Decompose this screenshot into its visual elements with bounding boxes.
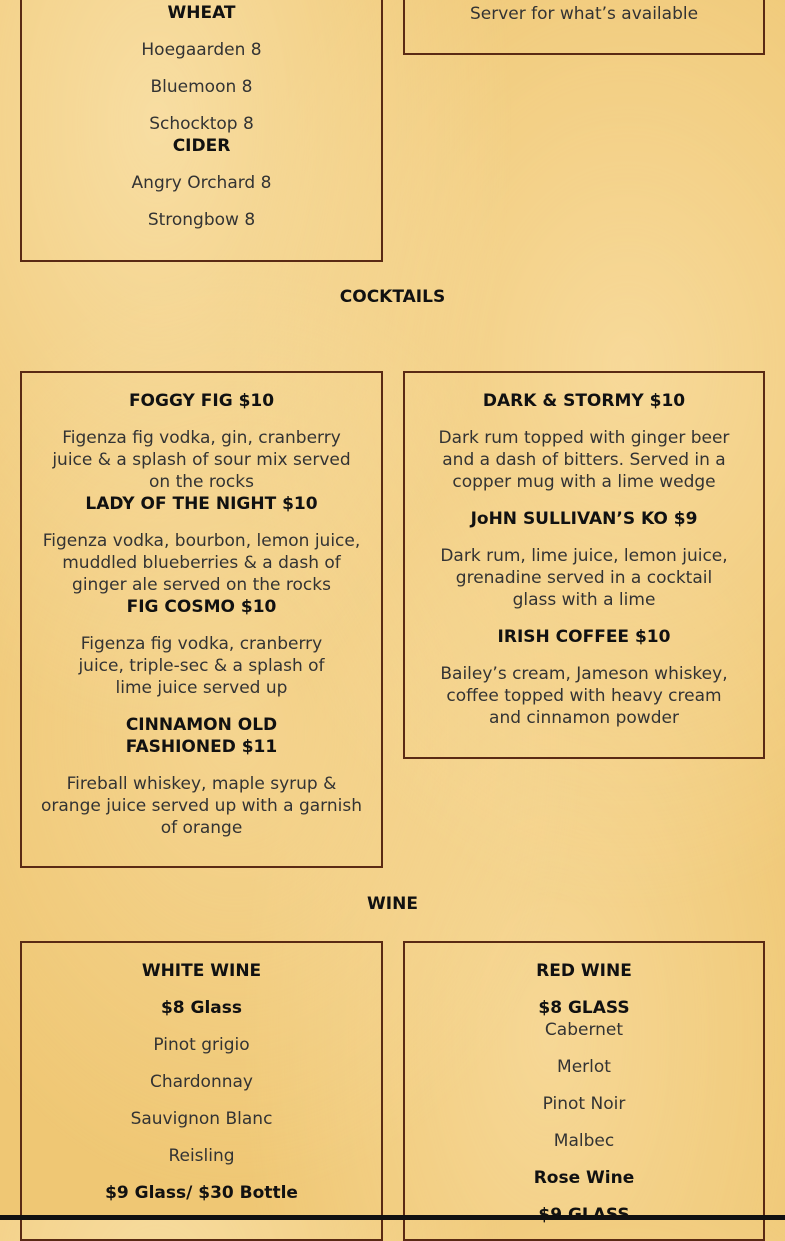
cocktail-name: LADY OF THE NIGHT $10 (85, 494, 318, 514)
beer-box (20, 0, 383, 262)
wine-heading: WINE (367, 894, 418, 914)
cocktail-desc: Figenza vodka, bourbon, lemon juice, muddled blueberries & a dash of ginger ale served on the rocks (42, 531, 361, 595)
cocktail-desc: Dark rum topped with ginger beer and a dash of bitters. Served in a copper mug with a lime wedge (438, 428, 730, 492)
cocktail-desc: Bailey’s cream, Jameson whiskey, coffee topped with heavy cream and cinnamon powder (440, 664, 728, 728)
note-text: Server for what’s available (469, 4, 699, 24)
cocktails-right-box (403, 371, 765, 759)
rose-wine-heading: Rose Wine (533, 1168, 635, 1188)
list-item: Malbec (553, 1131, 615, 1151)
cocktail-name: IRISH COFFEE $10 (497, 627, 671, 647)
note-box (403, 0, 765, 55)
bottom-bar (0, 1215, 785, 1220)
red-wine-price: $8 GLASS (538, 998, 630, 1018)
list-item: Chardonnay (150, 1072, 253, 1092)
list-item: Pinot grigio (153, 1035, 250, 1055)
cocktails-heading: COCKTAILS (339, 287, 446, 307)
cocktail-name: CINNAMON OLD FASHIONED $11 (125, 715, 278, 757)
list-item: Schocktop 8 (149, 114, 254, 134)
cocktail-name: FIG COSMO $10 (126, 597, 277, 617)
white-wine-box (20, 941, 383, 1241)
white-wine-heading: WHITE WINE (141, 961, 262, 981)
list-item: Strongbow 8 (147, 210, 256, 230)
list-item: Merlot (557, 1057, 611, 1077)
cocktail-desc: Figenza fig vodka, cranberry juice, triple-sec & a splash of lime juice served up (78, 634, 325, 698)
red-wine-heading: RED WINE (536, 961, 632, 981)
cocktail-name: DARK & STORMY $10 (482, 391, 686, 411)
cocktail-desc: Fireball whiskey, maple syrup & orange juice served up with a garnish of orange (41, 774, 362, 838)
list-item: Reisling (168, 1146, 235, 1166)
white-wine-price: $8 Glass (160, 998, 243, 1018)
list-item: Sauvignon Blanc (130, 1109, 273, 1129)
list-item: Cabernet (544, 1020, 624, 1040)
list-item: Angry Orchard 8 (131, 173, 272, 193)
list-item: Hoegaarden 8 (141, 40, 262, 60)
cocktail-name: FOGGY FIG $10 (128, 391, 275, 411)
cocktails-left-box (20, 371, 383, 868)
list-item: Bluemoon 8 (150, 77, 253, 97)
red-wine-box (403, 941, 765, 1241)
list-item: Pinot Noir (542, 1094, 626, 1114)
cocktail-desc: Figenza fig vodka, gin, cranberry juice & a splash of sour mix served on the rocks (52, 428, 351, 492)
white-wine-price2: $9 Glass/ $30 Bottle (105, 1183, 298, 1203)
wheat-heading: WHEAT (167, 3, 236, 23)
cider-heading: CIDER (172, 136, 231, 156)
cocktail-name: JoHN SULLIVAN’S KO $9 (470, 509, 698, 529)
cocktail-desc: Dark rum, lime juice, lemon juice, grenadine served in a cocktail glass with a lime (440, 546, 728, 610)
